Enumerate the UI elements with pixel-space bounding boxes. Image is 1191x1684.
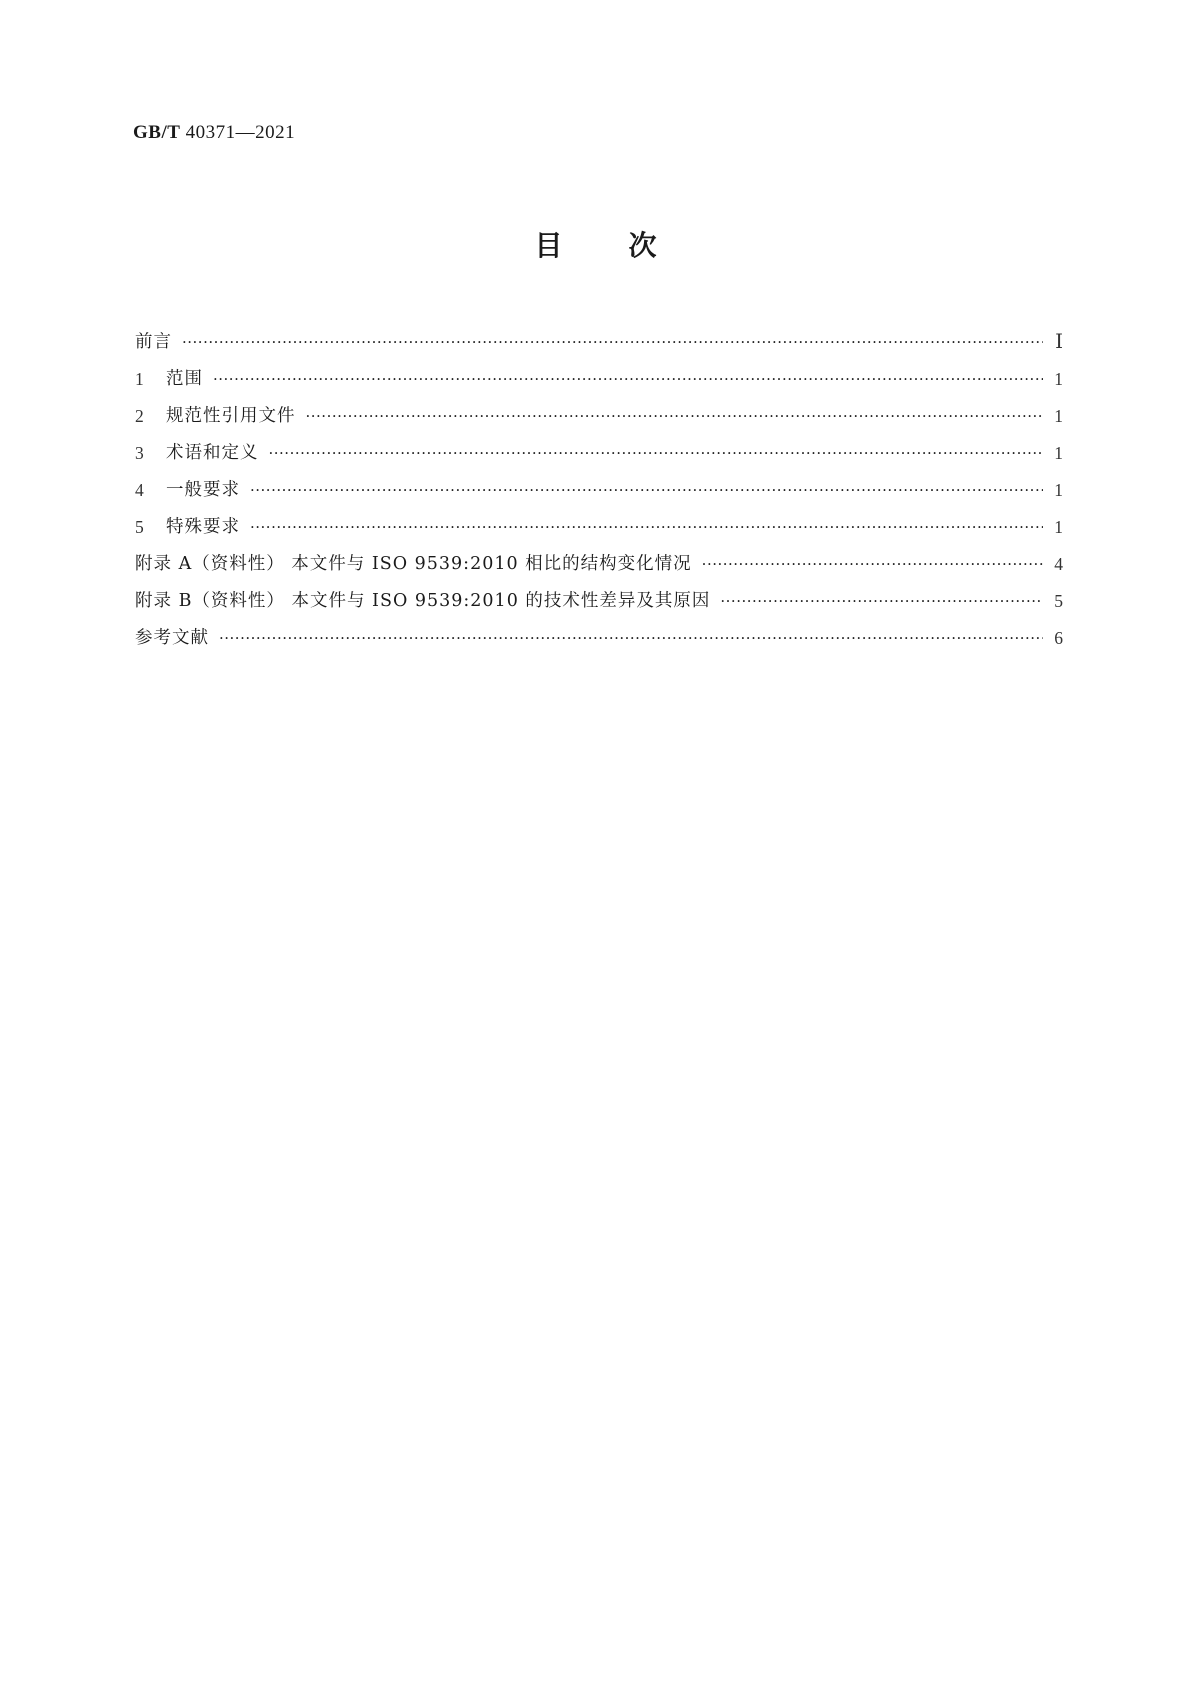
document-code-prefix: GB/T <box>133 122 181 143</box>
toc-entry-number: 2 <box>135 406 144 426</box>
toc-entry-page: 1 <box>1054 369 1063 389</box>
toc-entry-label: 范围 <box>166 369 203 389</box>
toc-entry-annex-a[interactable] <box>135 546 1063 583</box>
toc-entry-page: Ⅰ <box>1055 331 1063 353</box>
document-code <box>133 122 295 144</box>
toc-entry-label: 前言 <box>135 332 172 352</box>
toc-entry-scope[interactable] <box>135 361 1063 398</box>
toc-dot-leader <box>269 435 1044 472</box>
toc-entry-label: 附录 B（资料性） 本文件与 ISO 9539:2010 的技术性差异及其原因 <box>135 591 711 611</box>
toc-entry-label: 术语和定义 <box>166 443 259 463</box>
toc-entry-label: 规范性引用文件 <box>166 406 296 426</box>
toc-entry-page: 5 <box>1054 591 1063 611</box>
toc-entry-page: 4 <box>1054 554 1063 574</box>
toc-entry-general-requirements[interactable] <box>135 472 1063 509</box>
toc-entry-bibliography[interactable] <box>135 620 1063 657</box>
toc-entry-label: 特殊要求 <box>166 517 240 537</box>
toc-entry-number: 5 <box>135 517 144 537</box>
toc-entry-page: 1 <box>1054 406 1063 426</box>
toc-dot-leader <box>250 509 1043 546</box>
toc-dot-leader <box>182 324 1043 361</box>
document-code-number: 40371—2021 <box>185 122 296 143</box>
toc-entry-label: 一般要求 <box>166 480 240 500</box>
toc-dot-leader <box>306 398 1044 435</box>
toc-entry-page: 1 <box>1054 517 1063 537</box>
toc-entry-number: 3 <box>135 443 144 463</box>
toc-entry-page: 6 <box>1054 628 1063 648</box>
toc-entry-terms-definitions[interactable] <box>135 435 1063 472</box>
toc-entry-number: 4 <box>135 480 144 500</box>
toc-dot-leader <box>213 361 1043 398</box>
toc-dot-leader <box>219 620 1043 657</box>
toc-entry-page: 1 <box>1054 480 1063 500</box>
table-of-contents <box>135 324 1063 657</box>
toc-entry-page: 1 <box>1054 443 1063 463</box>
toc-entry-annex-b[interactable] <box>135 583 1063 620</box>
toc-entry-normative-references[interactable] <box>135 398 1063 435</box>
toc-entry-number: 1 <box>135 369 144 389</box>
toc-dot-leader <box>702 546 1043 583</box>
toc-entry-special-requirements[interactable] <box>135 509 1063 546</box>
toc-dot-leader <box>250 472 1043 509</box>
toc-entry-label: 参考文献 <box>135 628 209 648</box>
toc-dot-leader <box>720 583 1043 620</box>
toc-entry-label: 附录 A（资料性） 本文件与 ISO 9539:2010 相比的结构变化情况 <box>135 554 692 574</box>
toc-title: 目次 <box>534 229 723 262</box>
toc-entry-foreword[interactable] <box>135 324 1063 361</box>
